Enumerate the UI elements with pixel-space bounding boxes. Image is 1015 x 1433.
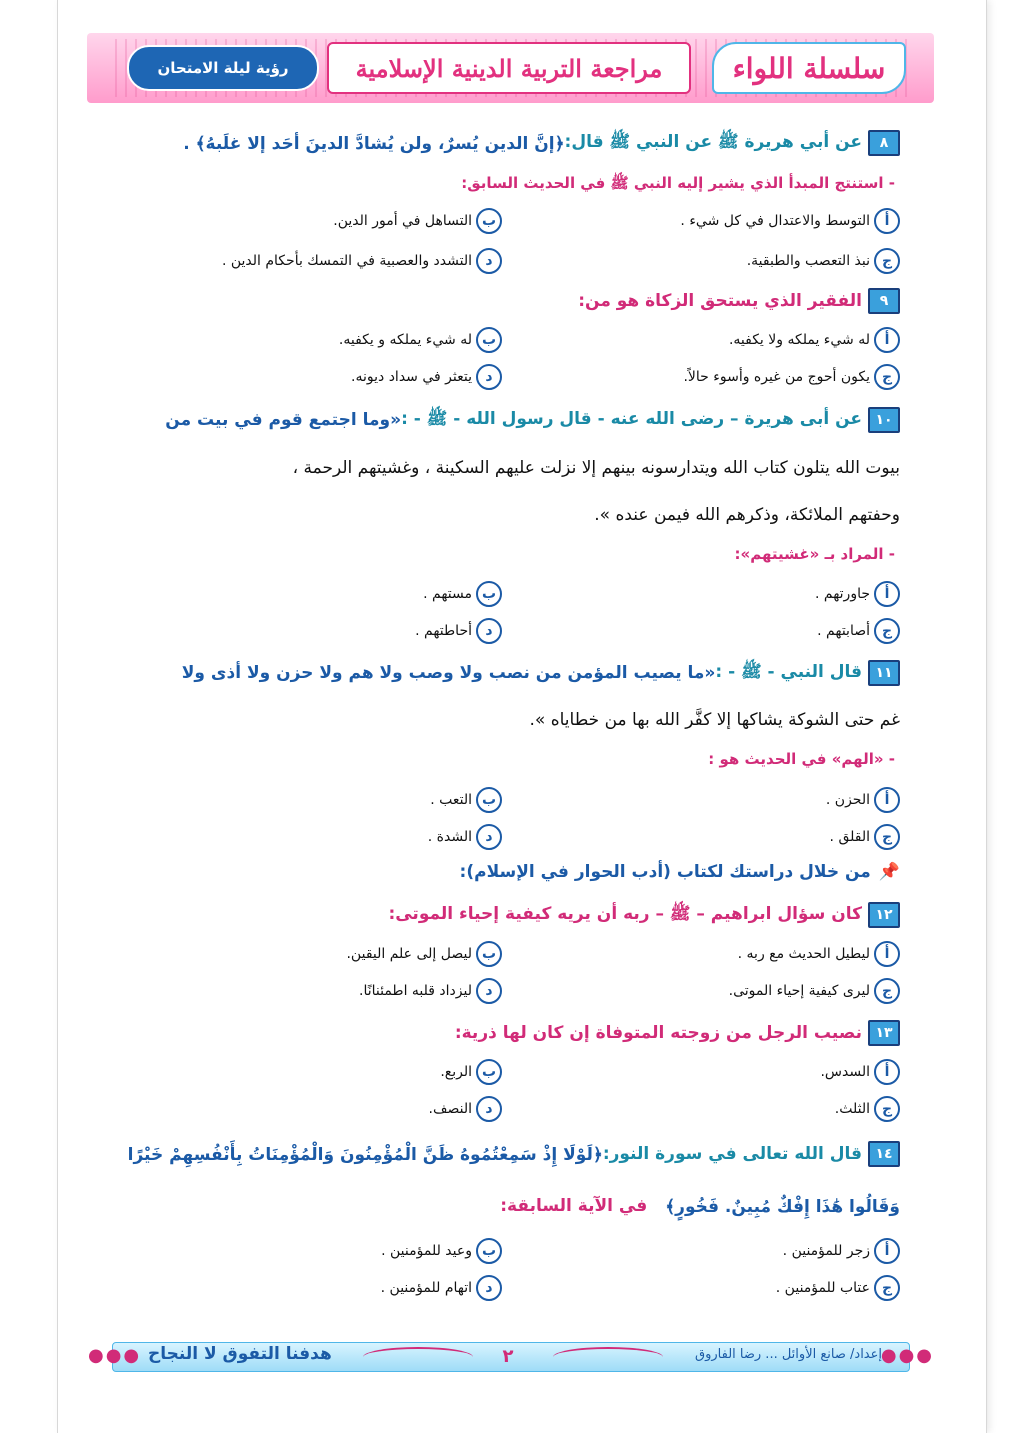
- question-10-prompt: - المراد بـ «غشيتهم»:: [734, 545, 895, 563]
- option-text: زجر للمؤمنين .: [782, 1243, 870, 1259]
- pushpin-icon: 📌: [878, 862, 900, 882]
- question-number: ١٢: [868, 902, 900, 928]
- option-letter: أ: [874, 787, 900, 813]
- option-letter: ب: [476, 1238, 502, 1264]
- question-10-line2: بيوت الله يتلون كتاب الله ويتدارسونه بينهم إلا نزلت عليهم السكينة ، وغشيتهم الرحمة ،: [292, 458, 900, 478]
- option-text: جاورتهم .: [814, 586, 870, 602]
- question-text: كان سؤال ابراهيم – ﷺ – ربه أن يريه كيفية إحياء الموتى:: [388, 903, 862, 924]
- option-letter: أ: [874, 1238, 900, 1264]
- footer: [88, 1338, 934, 1376]
- option-a[interactable]: [738, 940, 900, 968]
- option-letter: أ: [874, 941, 900, 967]
- question-8-line1: [183, 128, 900, 158]
- option-b[interactable]: [440, 1058, 502, 1086]
- hadith-text: «ما يصيب المؤمن من نصب ولا وصب ولا هم ولا حزن ولا أذى ولا: [181, 663, 716, 683]
- option-text: الشدة .: [427, 829, 472, 845]
- option-text: القلق .: [829, 829, 870, 845]
- hadith-text: ﴿إنَّ الدين يُسرٌ، ولن يُشادَّ الدينَ أحَد إلا غلَبهُ﴾ .: [183, 133, 565, 154]
- option-text: نبذ التعصب والطبقية.: [746, 253, 870, 269]
- option-d[interactable]: [351, 363, 502, 391]
- option-b[interactable]: [381, 1237, 502, 1265]
- option-a[interactable]: [815, 580, 900, 608]
- option-c[interactable]: [817, 617, 900, 645]
- option-text: ليزداد قلبه اطمئنانًا.: [359, 983, 472, 999]
- option-c[interactable]: [747, 247, 900, 275]
- option-b[interactable]: [430, 786, 502, 814]
- option-b[interactable]: [339, 326, 502, 354]
- option-text: له شيء يملكه و يكفيه.: [338, 332, 472, 348]
- footer-author: إعداد/ صانع الأوائل ... رضا الفاروق: [695, 1347, 882, 1362]
- question-text: عن أبي هريرة ﷺ عن النبي ﷺ قال:: [564, 131, 862, 152]
- option-letter: د: [476, 1096, 502, 1122]
- question-number: ٩: [868, 288, 900, 314]
- option-letter: ج: [874, 824, 900, 850]
- verse-text: وَقَالُوا هَٰذَا إِفْكٌ مُبِينٌ. فَخُورٍ﴾: [665, 1196, 900, 1217]
- option-letter: د: [476, 364, 502, 390]
- option-b[interactable]: [346, 940, 502, 968]
- option-text: الربع.: [440, 1064, 472, 1080]
- question-number: ١٠: [868, 407, 900, 433]
- option-b[interactable]: [423, 580, 502, 608]
- option-text: التعب .: [430, 792, 472, 808]
- option-d[interactable]: [381, 1274, 502, 1302]
- option-text: وعيد للمؤمنين .: [381, 1243, 472, 1259]
- question-10-line3: وحفتهم الملائكة، وذكرهم الله فيمن عنده ».: [594, 505, 900, 525]
- option-text: يكون أحوج من غيره وأسوء حالاً.: [683, 369, 870, 385]
- hadith-text: «وما اجتمع قوم في بيت من: [165, 410, 402, 430]
- question-text: نصيب الرجل من زوجته المتوفاة إن كان لها ذرية:: [454, 1023, 862, 1043]
- option-letter: ب: [476, 1059, 502, 1085]
- option-d[interactable]: [222, 247, 502, 275]
- option-letter: أ: [874, 327, 900, 353]
- option-text: مستهم .: [423, 586, 472, 602]
- subject-title: مراجعة التربية الدينية الإسلامية: [327, 42, 691, 94]
- option-text: التساهل في أمور الدين.: [333, 213, 472, 229]
- question-11-prompt: - «الهم» في الحديث هو :: [708, 750, 895, 768]
- question-number: ٨: [868, 130, 900, 156]
- option-d[interactable]: [415, 617, 502, 645]
- option-a[interactable]: [680, 207, 900, 235]
- header-banner: [87, 33, 934, 103]
- option-letter: ب: [476, 941, 502, 967]
- question-8-prompt: - استنتج المبدأ الذي يشير إليه النبي ﷺ في الحديث السابق:: [461, 174, 895, 192]
- option-text: النصف.: [428, 1101, 472, 1117]
- option-text: ليرى كيفية إحياء الموتى.: [728, 983, 870, 999]
- option-text: أحاطتهم .: [415, 623, 472, 639]
- question-11-line1: [182, 658, 900, 688]
- question-number: ١٣: [868, 1020, 900, 1046]
- option-a[interactable]: [783, 1237, 900, 1265]
- option-letter: ب: [476, 787, 502, 813]
- question-text: قال الله تعالى في سورة النور:: [602, 1144, 862, 1164]
- question-prompt: في الآية السابقة:: [500, 1196, 648, 1216]
- dots-decoration-icon: ●●●: [88, 1345, 142, 1366]
- option-text: ليطيل الحديث مع ربه .: [737, 946, 870, 962]
- option-letter: أ: [874, 581, 900, 607]
- question-12-line1: [388, 900, 900, 930]
- option-text: الثلث.: [834, 1101, 870, 1117]
- option-text: التشدد والعصبية في التمسك بأحكام الدين .: [221, 253, 472, 269]
- series-title: سلسلة اللواء: [712, 42, 906, 94]
- option-letter: ج: [874, 1096, 900, 1122]
- option-letter: د: [476, 1275, 502, 1301]
- question-9-line1: [578, 286, 900, 316]
- option-letter: ج: [874, 248, 900, 274]
- question-text: الفقير الذي يستحق الزكاة هو من:: [578, 291, 862, 311]
- verse-text: ﴿لَوْلَا إِذْ سَمِعْتُمُوهُ ظَنَّ الْمُؤْمِنُونَ وَالْمُؤْمِنَاتُ بِأَنْفُسِهِمْ خَيْرًا: [127, 1144, 603, 1165]
- option-d[interactable]: [429, 1095, 502, 1123]
- exam-night-label: رؤية ليلة الامتحان: [127, 45, 319, 91]
- option-c[interactable]: [729, 977, 900, 1005]
- option-c[interactable]: [830, 823, 900, 851]
- question-text: عن أبى هريرة – رضى الله عنه - قال رسول الله - ﷺ - :: [401, 408, 862, 429]
- option-d[interactable]: [428, 823, 502, 851]
- swirl-decoration-icon: [553, 1347, 663, 1367]
- option-letter: ج: [874, 978, 900, 1004]
- section-note: [460, 857, 900, 887]
- option-letter: أ: [874, 208, 900, 234]
- option-b[interactable]: [333, 207, 502, 235]
- question-11-line2: غم حتى الشوكة يشاكها إلا كفَّر الله بها من خطاياه ».: [529, 710, 900, 730]
- option-text: ليصل إلى علم اليقين.: [346, 946, 472, 962]
- option-letter: د: [476, 618, 502, 644]
- option-letter: د: [476, 824, 502, 850]
- option-letter: ج: [874, 364, 900, 390]
- question-number: ١١: [868, 660, 900, 686]
- option-text: يتعثر في سداد ديونه.: [351, 369, 472, 385]
- question-13-line1: [455, 1018, 900, 1048]
- option-c[interactable]: [835, 1095, 900, 1123]
- page-number: ٢: [502, 1345, 514, 1367]
- option-text: اتهام للمؤمنين .: [380, 1280, 472, 1296]
- option-letter: د: [476, 978, 502, 1004]
- swirl-decoration-icon: [363, 1347, 473, 1367]
- option-letter: ب: [476, 581, 502, 607]
- option-text: السدس.: [820, 1064, 870, 1080]
- question-14-line2: [500, 1191, 900, 1221]
- option-a[interactable]: [820, 1058, 900, 1086]
- option-c[interactable]: [683, 363, 900, 391]
- dots-decoration-icon: ●●●: [880, 1345, 934, 1366]
- option-letter: د: [476, 248, 502, 274]
- question-number: ١٤: [868, 1141, 900, 1167]
- option-text: أصابتهم .: [817, 623, 870, 639]
- question-10-line1: [165, 405, 900, 435]
- footer-slogan: هدفنا التفوق لا النجاح: [148, 1344, 332, 1364]
- question-text: قال النبي - ﷺ - :: [715, 661, 862, 682]
- option-text: له شيء يملكه ولا يكفيه.: [728, 332, 870, 348]
- option-text: عتاب للمؤمنين .: [775, 1280, 870, 1296]
- option-letter: ج: [874, 618, 900, 644]
- option-c[interactable]: [776, 1274, 900, 1302]
- option-letter: ب: [476, 327, 502, 353]
- option-a[interactable]: [826, 786, 900, 814]
- option-letter: أ: [874, 1059, 900, 1085]
- option-a[interactable]: [729, 326, 900, 354]
- option-d[interactable]: [359, 977, 502, 1005]
- option-text: التوسط والاعتدال في كل شيء .: [680, 213, 870, 229]
- option-text: الحزن .: [825, 792, 870, 808]
- option-letter: ب: [476, 208, 502, 234]
- option-letter: ج: [874, 1275, 900, 1301]
- question-14-line1: [128, 1139, 900, 1169]
- section-text: من خلال دراستك لكتاب (أدب الحوار في الإسلام):: [459, 862, 871, 882]
